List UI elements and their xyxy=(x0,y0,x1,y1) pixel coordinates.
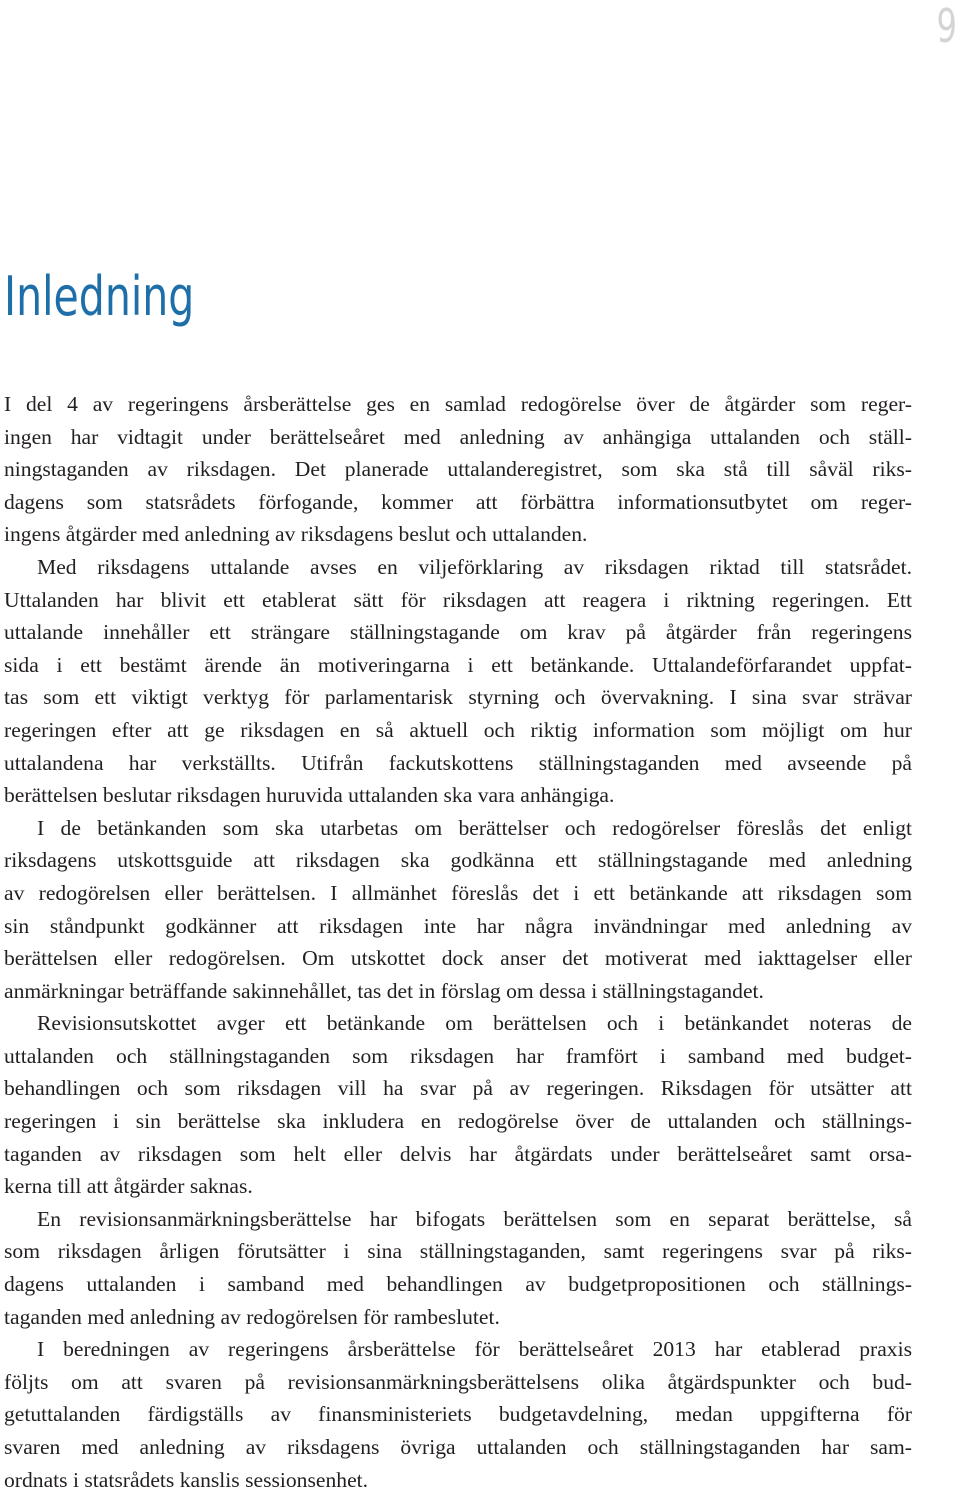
page-title: Inledning xyxy=(4,265,195,328)
text-line: uttalandena har verkställts. Utifrån fackutskottens ställningstaganden med avseende på xyxy=(4,750,912,775)
text-line: En revisionsanmärkningsberättelse har bifogats berättelsen som en separat berättelse, så xyxy=(37,1206,912,1231)
text-line: I de betänkanden som ska utarbetas om berättelser och redogörelser föreslås det enligt xyxy=(37,815,912,840)
text-line: riksdagens utskottsguide att riksdagen ska godkänna ett ställningstagande med anledning xyxy=(4,848,912,873)
text-line: taganden av riksdagen som helt eller delvis har åtgärdats under berättelseåret samt orsa- xyxy=(4,1141,912,1166)
text-line: Revisionsutskottet avger ett betänkande om berättelsen och i betänkandet noteras de xyxy=(37,1011,912,1036)
text-line: dagens uttalanden i samband med behandlingen av budgetpropositionen och ställnings- xyxy=(4,1272,912,1297)
text-line: svaren med anledning av riksdagens övriga uttalanden och ställningstaganden har sam- xyxy=(4,1435,912,1459)
text-line: behandlingen och som riksdagen vill ha svar på av regeringen. Riksdagen för utsätter att xyxy=(4,1076,912,1101)
page-number: 9 xyxy=(936,0,956,53)
paragraph xyxy=(4,1007,912,1203)
text-line: I del 4 av regeringens årsberättelse ges en samlad redogörelse över de åtgärder som reger- xyxy=(4,392,912,416)
text-line: taganden med anledning av redogörelsen för rambeslutet. xyxy=(4,1304,500,1329)
paragraph xyxy=(4,551,912,812)
text-line: Med riksdagens uttalande avses en viljeförklaring av riksdagen riktad till statsrådet. xyxy=(37,554,912,579)
text-line: följts om att svaren på revisionsanmärkningsberättelsens olika åtgärdspunkter och bud- xyxy=(4,1369,912,1394)
text-line: ordnats i statsrådets kanslis sessionsenhet. xyxy=(4,1467,369,1492)
text-line: berättelsen eller redogörelsen. Om utskottet dock anser det motiverat med iakttagelser eller xyxy=(4,946,912,971)
text-line: av redogörelsen eller berättelsen. I allmänhet föreslås det i ett betänkande att riksdagen som xyxy=(4,880,912,905)
text-line: dagens som statsrådets förfogande, kommer att förbättra informationsutbytet om reger- xyxy=(4,489,912,514)
paragraph xyxy=(4,1203,912,1333)
text-line: regeringen i sin berättelse ska inkludera en redogörelse över de uttalanden och ställnings- xyxy=(4,1109,912,1134)
text-line: sida i ett bestämt ärende än motiveringarna i ett betänkande. Uttalandeförfarandet uppfat- xyxy=(4,652,912,677)
text-line: kerna till att åtgärder saknas. xyxy=(4,1174,253,1199)
paragraph xyxy=(4,812,912,1008)
text-line: som riksdagen årligen förutsätter i sina ställningstaganden, samt regeringens svar på riks- xyxy=(4,1239,912,1264)
text-line: ningstaganden av riksdagen. Det planerade uttalanderegistret, som ska stå till såväl riks- xyxy=(4,457,912,482)
paragraph xyxy=(4,388,912,551)
text-line: berättelsen beslutar riksdagen huruvida uttalanden ska vara anhängiga. xyxy=(4,783,615,808)
text-line: uttalande innehåller ett strängare ställningstagande om krav på åtgärder från regeringens xyxy=(4,620,912,645)
text-line: uttalanden och ställningstaganden som riksdagen har framfört i samband med budget- xyxy=(4,1043,912,1068)
text-line: ingens åtgärder med anledning av riksdagens beslut och uttalanden. xyxy=(4,522,588,547)
text-line: regeringen efter att ge riksdagen en så aktuell och riktig information som möjligt om hur xyxy=(4,717,912,742)
text-line: I beredningen av regeringens årsberättelse för berättelseåret 2013 har etablerad praxis xyxy=(37,1337,912,1362)
paragraph xyxy=(4,1333,912,1496)
text-line: anmärkningar beträffande sakinnehållet, tas det in förslag om dessa i ställningstagandet. xyxy=(4,978,764,1003)
body-text xyxy=(4,388,912,1496)
text-line: getuttalanden färdigställs av finansministeriets budgetavdelning, medan uppgifterna för xyxy=(4,1402,912,1427)
text-line: ingen har vidtagit under berättelseåret med anledning av anhängiga uttalanden och ställ- xyxy=(4,424,912,449)
text-line: Uttalanden har blivit ett etablerat sätt för riksdagen att reagera i riktning regeringen. Ett xyxy=(4,587,912,612)
text-line: tas som ett viktigt verktyg för parlamentarisk styrning och övervakning. I sina svar strävar xyxy=(4,685,912,710)
text-line: sin ståndpunkt godkänner att riksdagen inte har några invändningar med anledning av xyxy=(4,913,912,938)
